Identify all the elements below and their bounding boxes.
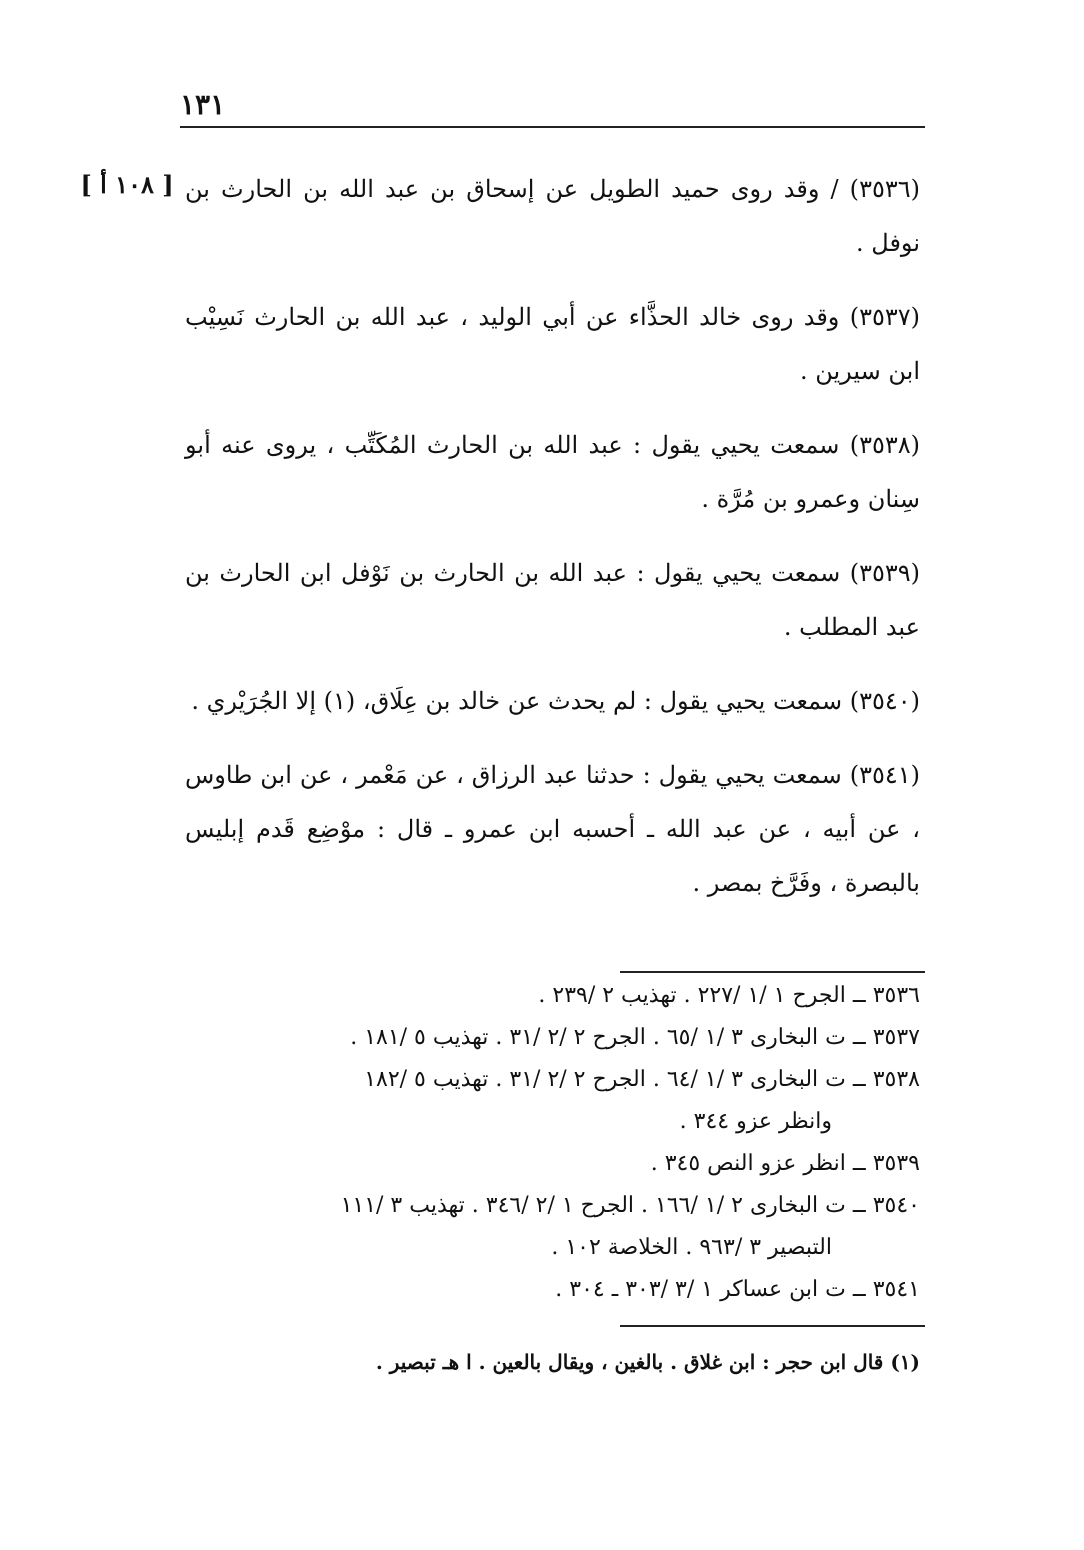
note-line: ٣٥٣٧ ــ ت البخارى ٣ /١ /٦٥ . الجرح ٢ /٢ /٣١ . تهذيب ٥ /١٨١ . xyxy=(350,1025,920,1050)
entry-3536: (٣٥٣٦) / وقد روى حميد الطويل عن إسحاق بن عبد الله بن الحارث بن نوفل . xyxy=(185,175,920,257)
note-line: ٣٥٤٠ ــ ت البخارى ٢ /١ /١٦٦ . الجرح ١ /٢ /٣٤٦ . تهذيب ٣ /١١١ xyxy=(340,1193,920,1218)
entry-3539: (٣٥٣٩) سمعت يحيي يقول : عبد الله بن الحارث بن نَوْفل ابن الحارث بن عبد المطلب . xyxy=(185,559,920,641)
page-number: ١٣١ xyxy=(180,88,226,121)
note-3536 xyxy=(185,975,920,1017)
note-line: ٣٥٤١ ــ ت ابن عساكر ١ /٣ /٣٠٣ ـ ٣٠٤ . xyxy=(555,1277,920,1302)
notes-rule xyxy=(620,971,925,973)
reference-notes xyxy=(185,975,920,1311)
entry-3540: (٣٥٤٠) سمعت يحيي يقول : لم يحدث عن خالد بن عِلَاق، (١) إلا الجُرَيْري . xyxy=(191,687,920,715)
note-line: ٣٥٣٨ ــ ت البخارى ٣ /١ /٦٤ . الجرح ٢ /٢ /٣١ . تهذيب ٥ /١٨٢ xyxy=(364,1067,920,1092)
note-continuation: التبصير ٣ /٩٦٣ . الخلاصة ١٠٢ . xyxy=(551,1235,832,1260)
note-line: ٣٥٣٦ ــ الجرح ١ /١ /٢٢٧ . تهذيب ٢ /٢٣٩ . xyxy=(538,983,920,1008)
note-3540 xyxy=(185,1185,920,1269)
entry-3538: (٣٥٣٨) سمعت يحيي يقول : عبد الله بن الحارث المُكَتِّب ، يروى عنه أبو سِنان وعمرو بن مُرَّة . xyxy=(185,431,920,513)
entries-list xyxy=(185,162,920,930)
entry-3537: (٣٥٣٧) وقد روى خالد الحذَّاء عن أبي الوليد ، عبد الله بن الحارث نَسِيْب ابن سيرين . xyxy=(185,303,920,385)
note-continuation: وانظر عزو ٣٤٤ . xyxy=(679,1109,832,1134)
note-3539 xyxy=(185,1143,920,1185)
footnote-1: (١) قال ابن حجر : ابن غلاق . بالغين ، ويقال بالعين . ا هـ تبصير . xyxy=(375,1350,920,1374)
footnotes xyxy=(185,1342,920,1382)
footnote-rule xyxy=(620,1325,925,1327)
header-rule xyxy=(180,126,925,128)
entry-3541: (٣٥٤١) سمعت يحيي يقول : حدثنا عبد الرزاق ، عن مَعْمر ، عن ابن طاوس ، عن أبيه ، عن عبد الله ـ أحسبه ابن عمرو ـ قال : موْضِع قَدم إبليس بالبصرة ، وفَرَّخ بمصر . xyxy=(185,761,920,897)
note-3538 xyxy=(185,1059,920,1143)
note-3541 xyxy=(185,1269,920,1311)
note-line: ٣٥٣٩ ــ انظر عزو النص ٣٤٥ . xyxy=(650,1151,920,1176)
note-3537 xyxy=(185,1017,920,1059)
margin-reference: [ ١٠٨ أ ] xyxy=(80,170,174,199)
